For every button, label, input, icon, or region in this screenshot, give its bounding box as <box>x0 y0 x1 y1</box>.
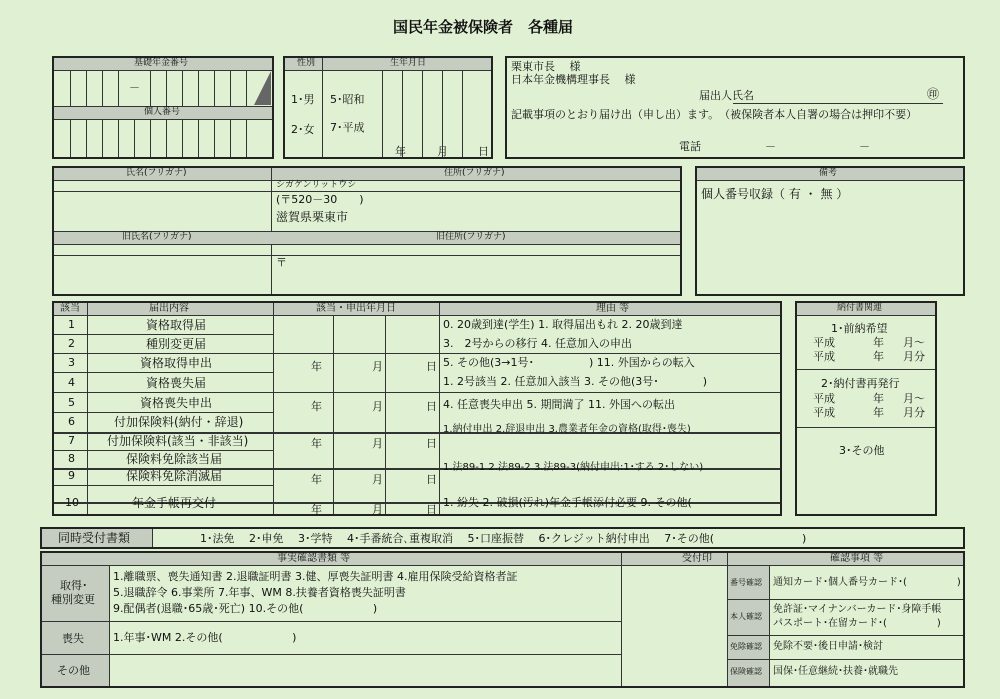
identity-check-label: 本人確認 <box>730 612 762 621</box>
era-showa[interactable]: 5･昭和 <box>330 93 365 106</box>
g4-year: 年 <box>311 473 322 486</box>
nofu-1-month-a: 月～ <box>903 336 925 349</box>
phone-label: 電話 <box>679 140 701 153</box>
g1-day: 日 <box>426 360 437 373</box>
address-label: 住所(フリガナ) <box>444 168 505 178</box>
nofu-1: 1･前納希望 <box>831 322 888 335</box>
number-check-value: 通知カード･個人番号カード･( ) <box>773 577 961 588</box>
loss-docs: 1.年事･WM 2.その他( ) <box>113 631 297 644</box>
nofu-1-year-b: 年 <box>873 350 884 363</box>
row-6-label[interactable]: 付加保険料(納付・辞退) <box>114 415 244 429</box>
postal-code: (〒520－30 ) <box>276 193 364 206</box>
g3-day: 日 <box>426 437 437 450</box>
phone-dash-2: － <box>859 140 870 153</box>
remarks-box <box>695 166 965 296</box>
simultaneous-docs-items: 1･法免 2･申免 3･学特 4･手番統合､重複取消 5･口座振替 6･クレジット納付申出 7･その他( ) <box>200 532 807 545</box>
g3-year: 年 <box>311 437 322 450</box>
payment-slip-box <box>795 301 937 516</box>
g1-year: 年 <box>311 360 322 373</box>
old-address-label: 旧住所(フリガナ) <box>436 232 506 242</box>
applicant-name-label: 届出人氏名 <box>699 89 754 102</box>
birthdate-label: 生年月日 <box>390 58 427 68</box>
g2-day: 日 <box>426 400 437 413</box>
declaration-note: 記載事項のとおり届け出（申し出）ます。 （被保険者本人自署の場合は押印不要） <box>511 108 918 121</box>
nofu-1-heisei-b: 平成 <box>813 350 835 363</box>
address-kana: シガケンリットウシ <box>276 180 357 190</box>
row-6-no: 6 <box>68 415 75 428</box>
g5-day: 日 <box>426 503 437 516</box>
addressee-box <box>505 56 965 159</box>
col-content: 届出内容 <box>149 303 189 314</box>
g1-month: 月 <box>372 360 383 373</box>
my-number-recorded: 個人番号収録（ 有 ・ 無 ） <box>701 187 849 201</box>
name-label: 氏名(フリガナ) <box>126 168 187 178</box>
birth-year-unit: 年 <box>395 145 406 158</box>
acquisition-label-1: 取得･ <box>60 579 88 592</box>
row-7-no: 7 <box>68 434 75 447</box>
insurance-check-value: 国保･任意継続･扶養･就職先 <box>773 666 898 677</box>
acquisition-label-2: 種別変更 <box>51 593 95 606</box>
identity-check-value-2: パスポート･在留カード･( ) <box>773 618 941 629</box>
reason-1b: 3. 2号からの移行 4. 任意加入の申出 <box>443 337 632 350</box>
exemption-check-label: 免除確認 <box>730 642 762 651</box>
g5-month: 月 <box>372 503 383 516</box>
nofu-2: 2･納付書再発行 <box>821 377 900 390</box>
nofu-3: 3･その他 <box>839 444 885 457</box>
row-5-label[interactable]: 資格喪失申出 <box>140 396 213 410</box>
number-check-label: 番号確認 <box>730 578 762 587</box>
row-7-label[interactable]: 付加保険料(該当・非該当) <box>107 434 249 448</box>
g5-year: 年 <box>311 503 322 516</box>
birth-month-unit: 月 <box>437 145 448 158</box>
row-3-label[interactable]: 資格取得申出 <box>140 356 213 370</box>
row-10-no: 10 <box>65 496 79 509</box>
name-address-box <box>52 166 682 296</box>
phone-dash-1: － <box>765 140 776 153</box>
kiso-number-dash: － <box>129 81 140 94</box>
verification-box <box>40 551 965 688</box>
main-table <box>52 301 782 516</box>
reason-1c: 5. その他(3→1号･ ) 11. 外国からの転入 <box>443 356 695 369</box>
address-value: 滋賀県栗東市 <box>276 210 349 224</box>
old-name-label: 旧氏名(フリガナ) <box>122 232 192 242</box>
docs-line-3: 9.配偶者(退職･65歳･死亡) 10.その他( ) <box>113 602 378 615</box>
row-4-no: 4 <box>68 376 75 389</box>
reason-3: 1.納付申出 2.辞退申出 3.農業者年金の資格(取得･喪失) <box>443 424 691 435</box>
reason-1a: 0. 20歳到達(学生) 1. 取得届出もれ 2. 20歳到達 <box>443 318 683 331</box>
old-postal-mark: 〒 <box>276 256 287 269</box>
nofu-1-heisei-a: 平成 <box>813 336 835 349</box>
row-8-label[interactable]: 保険料免除該当届 <box>126 452 223 466</box>
payment-slip-label: 納付書関連 <box>837 303 883 313</box>
nofu-2-month-a: 月～ <box>903 392 925 405</box>
col-reason: 理由 等 <box>596 303 630 314</box>
addressee-nenkin: 日本年金機構理事長 様 <box>511 73 636 86</box>
sex-female[interactable]: 2･女 <box>291 123 315 136</box>
nofu-1-year-a: 年 <box>873 336 884 349</box>
reception-stamp-header: 受付印 <box>682 553 712 564</box>
nofu-2-year-a: 年 <box>873 392 884 405</box>
row-3-no: 3 <box>68 356 75 369</box>
row-8-no: 8 <box>68 452 75 465</box>
row-1-label[interactable]: 資格取得届 <box>146 318 207 332</box>
reason-4: 1.法89-1 2.法89-2 3.法89-3(納付申出:1･する 2･しない) <box>443 462 704 473</box>
identity-check-value-1: 免許証･マイナンバーカード･身障手帳 <box>773 604 942 615</box>
birth-day-unit: 日 <box>478 145 489 158</box>
reason-5: 1. 紛失 2. 破損(汚れ)年金手帳添付必要 9. その他( <box>443 496 692 509</box>
g4-month: 月 <box>372 473 383 486</box>
row-9-no: 9 <box>68 469 75 482</box>
loss-label: 喪失 <box>62 632 84 645</box>
sex-label: 性別 <box>297 58 316 68</box>
nofu-2-year-b: 年 <box>873 406 884 419</box>
simultaneous-docs-label: 同時受付書類 <box>58 531 131 545</box>
row-9-label[interactable]: 保険料免除消滅届 <box>126 469 223 483</box>
nofu-2-month-b: 月分 <box>903 406 925 419</box>
reason-2b: 4. 任意喪失申出 5. 期間満了 11. 外国への転出 <box>443 398 675 411</box>
check-items-header: 確認事項 等 <box>830 553 884 564</box>
row-1-no: 1 <box>68 318 75 331</box>
kiso-number-label: 基礎年金番号 <box>134 58 189 68</box>
g2-month: 月 <box>372 400 383 413</box>
exemption-check-value: 免除不要･後日申請･検討 <box>773 641 883 652</box>
docs-line-1: 1.離職票、喪失通知書 2.退職証明書 3.健、厚喪失証明書 4.雇用保険受給資格者証 <box>113 570 518 583</box>
nofu-2-heisei-a: 平成 <box>813 392 835 405</box>
remarks-label: 備考 <box>819 168 838 178</box>
row-10-label[interactable]: 年金手帳再交付 <box>132 496 217 510</box>
page-title: 国民年金被保険者 各種届 <box>393 18 574 36</box>
seal-icon: ㊞ <box>927 87 940 101</box>
pension-number-box <box>52 56 274 159</box>
era-heisei[interactable]: 7･平成 <box>330 121 365 134</box>
g3-month: 月 <box>372 437 383 450</box>
nofu-1-month-b: 月分 <box>903 350 925 363</box>
docs-line-2: 5.退職辞令 6.事業所 7.年事、WM 8.扶養者資格喪失証明書 <box>113 586 406 599</box>
sex-birthdate-box <box>283 56 493 159</box>
col-date: 該当・申出年月日 <box>316 303 396 314</box>
addressee-mayor: 栗東市長 様 <box>511 60 581 73</box>
row-5-no: 5 <box>68 396 75 409</box>
insurance-check-label: 保険確認 <box>730 667 762 676</box>
reason-2a: 1. 2号該当 2. 任意加入該当 3. その他(3号･ ) <box>443 375 708 388</box>
g4-day: 日 <box>426 473 437 486</box>
my-number-label: 個人番号 <box>144 107 181 117</box>
fact-docs-header: 事実確認書類 等 <box>277 553 351 564</box>
row-2-no: 2 <box>68 337 75 350</box>
g2-year: 年 <box>311 400 322 413</box>
sex-male[interactable]: 1･男 <box>291 93 315 106</box>
row-4-label[interactable]: 資格喪失届 <box>146 376 207 390</box>
row-2-label[interactable]: 種別変更届 <box>146 337 207 351</box>
corner-fold-icon <box>254 71 272 106</box>
nofu-2-heisei-b: 平成 <box>813 406 835 419</box>
simultaneous-docs-row <box>40 527 965 549</box>
other-label: その他 <box>57 664 90 677</box>
col-applicable: 該当 <box>60 303 80 314</box>
